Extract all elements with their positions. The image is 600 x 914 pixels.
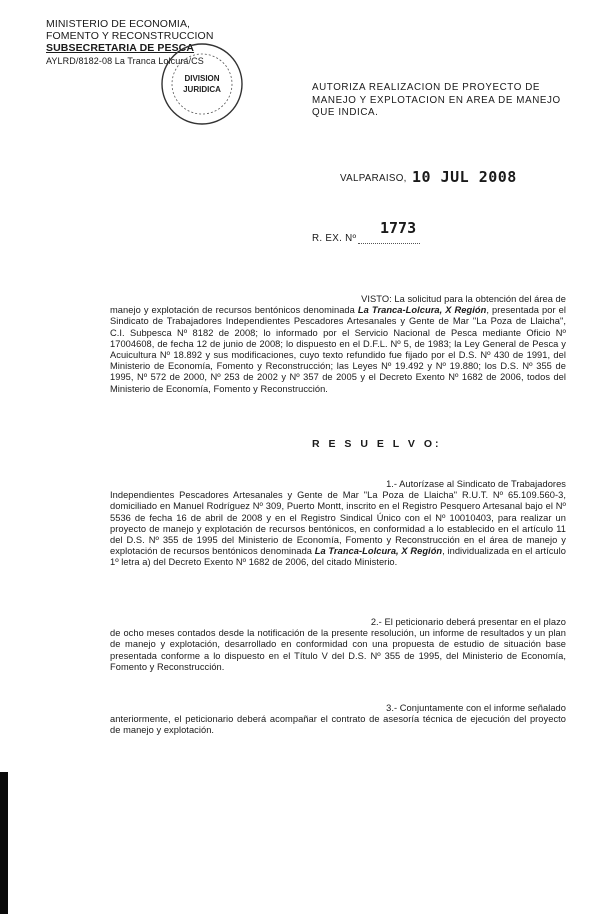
article-2-body: de ocho meses contados desde la notificación de la presente resolución, un informe de resultados y un plan de manejo y explotación, desarrollado en conformidad con una propuesta de estudio de situación base presentada conforme a lo dispuesto en el Título V del D.S. Nº 355 de 1995, del Ministerio de Economía, Fomento y Reconstrucción. (110, 628, 566, 672)
place-label: VALPARAISO, (340, 173, 407, 184)
article-1 (110, 479, 566, 569)
file-reference: AYLRD/8182-08 La Tranca Lolcura/CS (46, 56, 204, 66)
resolution-summary: AUTORIZA REALIZACION DE PROYECTO DE MANEJO Y EXPLOTACION EN AREA DE MANEJO QUE INDICA. (312, 82, 561, 118)
resuelvo-heading: R E S U E L V O: (312, 438, 442, 450)
visto-body-b: , presentada por el Sindicato de Trabajadores Independientes Pescadores Artesanales y Gente de Mar "La Poza de Llaicha", C.I. Subpesca Nº 8182 de 2008; lo informado por el Servicio Nacional de Pesca mediante Oficio Nº 17004608, de fecha 12 de junio de 2008; lo dispuesto en el D.F.L. Nº 5, de 1983; la Ley General de Pesca y Acuicultura Nº 18.892 y sus modificaciones, cuyo texto refundido fue fijado por el D.S. Nº 430 de 1991, del Ministerio de Economía, Fomento y Reconstrucción; las Leyes Nº 19.492 y Nº 19.880; los D.S. Nº 355 de 1995, Nº 572 de 2000, Nº 253 de 2002 y Nº 357 de 2005 y el Decreto Exento Nº 1682 de 2006, todos del Ministerio de Economía, Fomento y Reconstrucción. (110, 305, 566, 394)
article-1-lead: 1.- Autorízase al Sindicato de Trabajadores (386, 479, 566, 489)
article-2-lead: 2.- El peticionario deberá presentar en el plazo (370, 617, 566, 627)
article-2 (110, 617, 566, 673)
visto-body-a: manejo y explotación de recursos bentónicos denominada (110, 305, 358, 316)
visto-area-name: La Tranca-Lolcura, X Región (357, 305, 487, 316)
subsecretaria-name: SUBSECRETARIA DE PESCA (46, 42, 195, 54)
article-1-body (110, 490, 566, 568)
article-1-body-a: Independientes Pescadores Artesanales y Gente de Mar "La Poza de Llaicha" R.U.T. Nº 65.109.560-3, domiciliado en Manuel Rodríguez Nº 309, Puerto Montt, inscrito en el Registro Pesquero Artesanal bajo el Nº 5536 de fecha 16 de abril de 2008 y en el Registro Sindical Único con el Nº 10010403, para realizar un proyecto de manejo y explotación de recursos bentónicos, en conformidad a lo establecido en el artículo 11 del D.S. Nº 355 de 1995 del Ministerio de Economía, Fomento y Reconstrucción en el área de manejo y explotación de recursos bentónicos denominada (110, 490, 566, 557)
division-juridica-seal (156, 38, 248, 130)
scan-margin-bar (0, 772, 8, 914)
visto-lead: VISTO: La solicitud para la obtención del área de (361, 294, 566, 304)
date-stamp: 10 JUL 2008 (412, 168, 517, 186)
seal-text-bottom: JURIDICA (183, 85, 221, 94)
number-underline (358, 243, 420, 244)
seal-text-top: DIVISION (184, 74, 220, 83)
resolution-number: 1773 (380, 219, 417, 237)
article-3-body: anteriormente, el peticionario deberá acompañar el contrato de asesoría técnica de ejecución del proyecto de manejo y explotación. (110, 714, 566, 736)
article-3-lead: 3.- Conjuntamente con el informe señalado (386, 703, 566, 713)
article-1-body-b: , individualizada en el artículo 1º letra a) del Decreto Exento Nº 1682 de 2006, del citado Ministerio. (110, 546, 566, 568)
resolution-number-label: R. EX. Nº (312, 233, 357, 244)
visto-paragraph (110, 294, 566, 395)
ministry-subtitle: FOMENTO Y RECONSTRUCCION (46, 30, 214, 42)
ministry-name: MINISTERIO DE ECONOMIA, (46, 18, 191, 30)
article-3 (110, 703, 566, 737)
visto-body (110, 305, 566, 395)
article-1-area-name: La Tranca-Lolcura, X Región (314, 546, 443, 557)
